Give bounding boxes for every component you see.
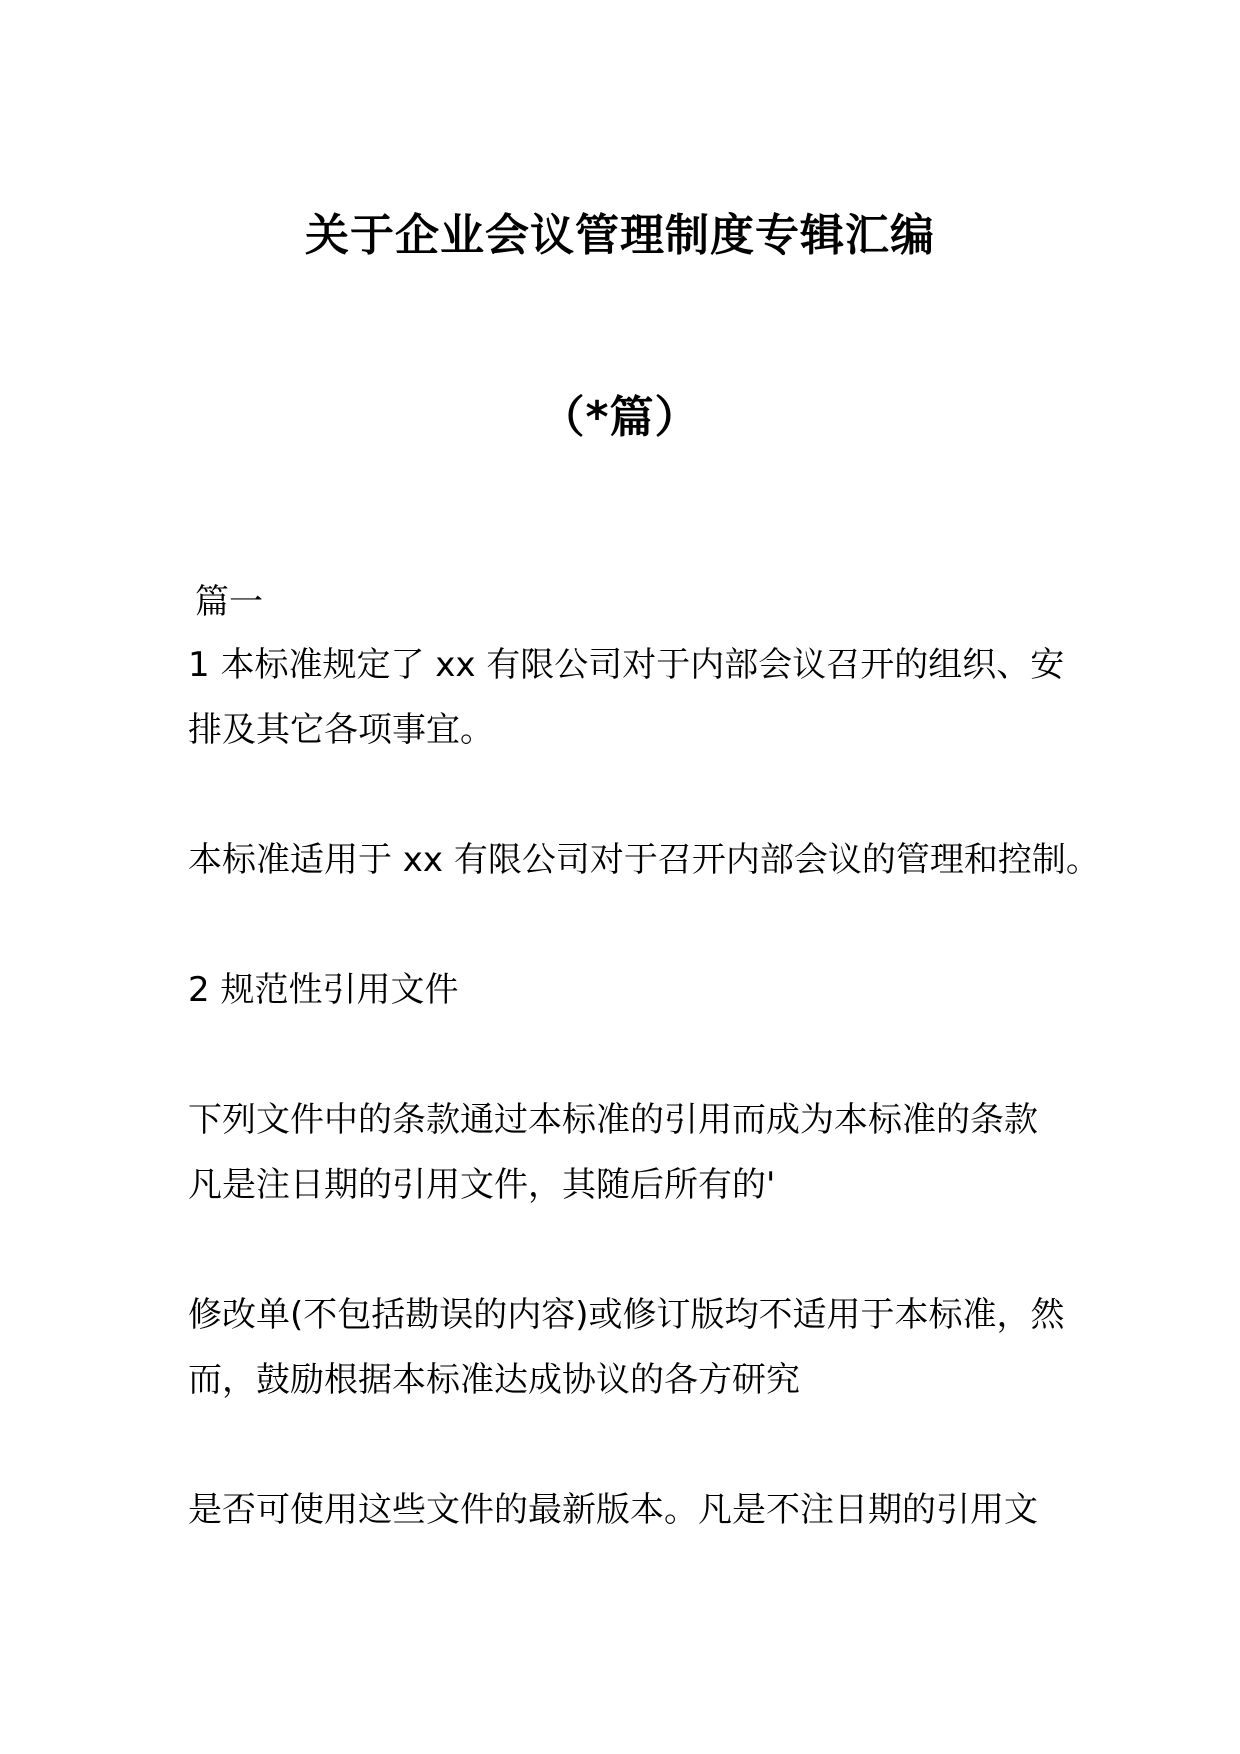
paragraph-line: 修改单(不包括勘误的内容)或修订版均不适用于本标准，然 xyxy=(188,1295,1065,1335)
paragraph-line: 凡是注日期的引用文件，其随后所有的' xyxy=(188,1165,776,1205)
paragraph-line: 本标准适用于 xx 有限公司对于召开内部会议的管理和控制。 xyxy=(188,840,1100,880)
paragraph-line: 而，鼓励根据本标准达成协议的各方研究 xyxy=(188,1360,800,1400)
paragraph-line: 排及其它各项事宜。 xyxy=(188,710,494,750)
section-heading: 2 规范性引用文件 xyxy=(188,970,459,1010)
document-subtitle: （*篇） xyxy=(540,392,700,443)
paragraph-line: 1 本标准规定了 xx 有限公司对于内部会议召开的组织、安 xyxy=(188,645,1065,685)
document-title: 关于企业会议管理制度专辑汇编 xyxy=(305,210,935,261)
paragraph-line: 是否可使用这些文件的最新版本。凡是不注日期的引用文 xyxy=(188,1490,1038,1530)
section-label: 篇一 xyxy=(195,582,263,622)
paragraph-line: 下列文件中的条款通过本标准的引用而成为本标准的条款 xyxy=(188,1100,1038,1140)
